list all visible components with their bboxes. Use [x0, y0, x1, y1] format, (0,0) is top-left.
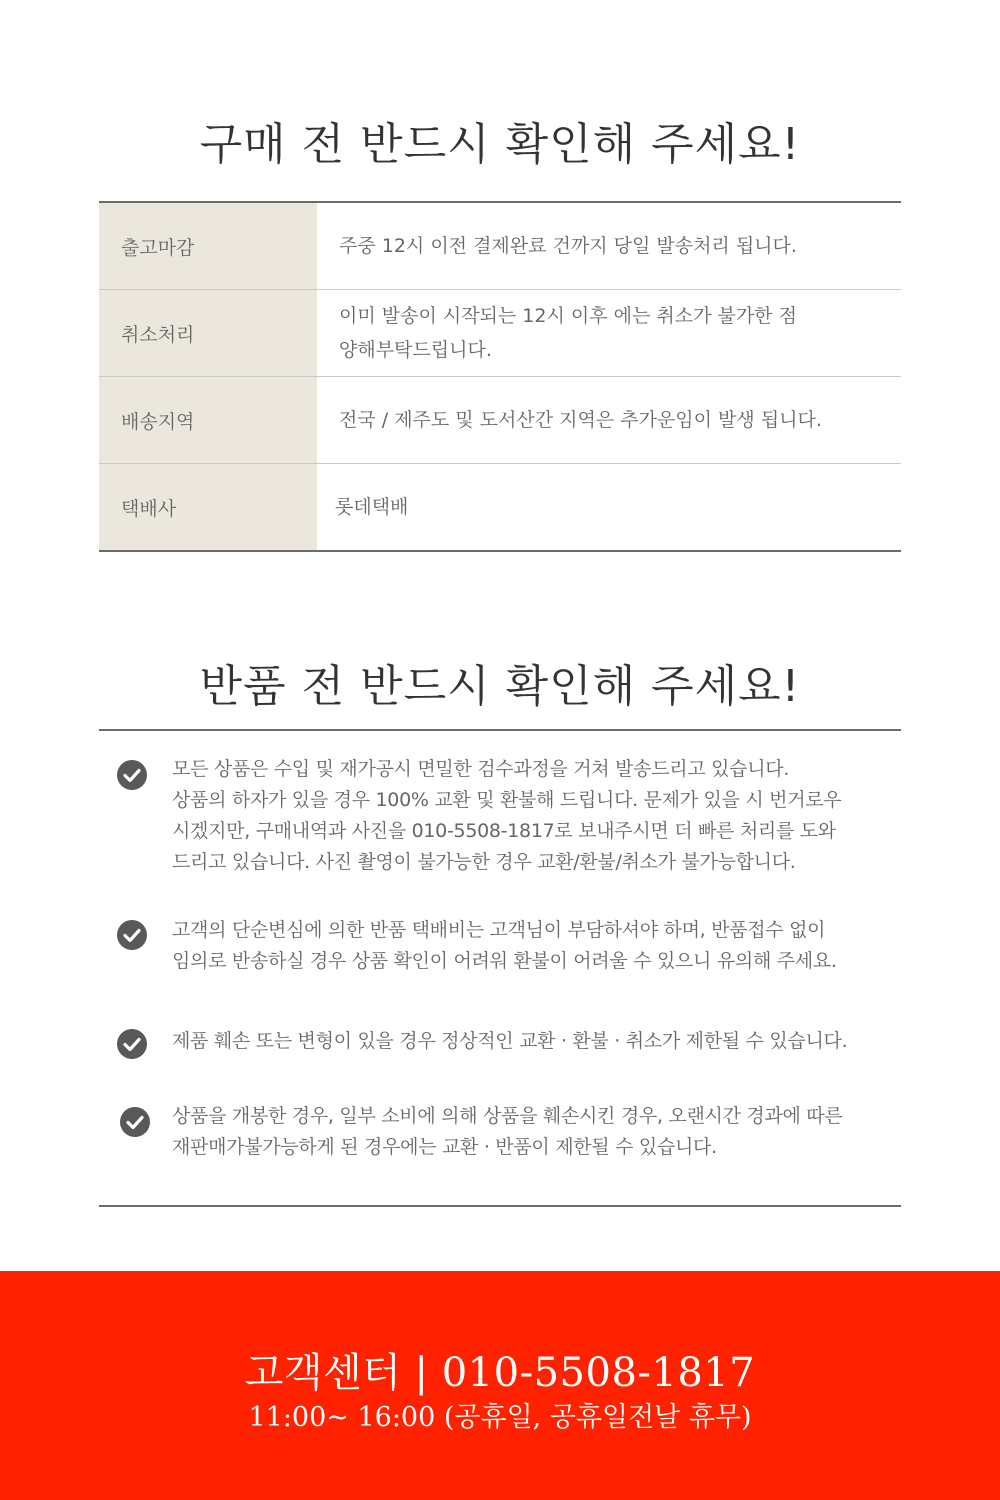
check-circle-icon [117, 1029, 147, 1059]
check-circle-icon [117, 760, 147, 790]
table-row [99, 464, 901, 550]
table-row [99, 203, 901, 290]
row-value-cancel: 이미 발송이 시작되는 12시 이후 에는 취소가 불가한 점 양해부탁드립니다. [339, 305, 797, 361]
notice-text: 모든 상품은 수입 및 재가공시 면밀한 검수과정을 거쳐 발송드리고 있습니다. 상품의 하자가 있을 경우 100% 교환 및 환불해 드립니다. 문제가 있을 시 번거로우 시겠지만, 구매내역과 사진을 010-5508-1817로 보내주시면 더 빠른 처리를 도와 드리고 있습니다. 사진 촬영이 불가능한 경우 교환/환불/취소가 불가능합니다. [172, 758, 842, 873]
check-circle-icon [117, 920, 147, 950]
shipping-info-table [99, 201, 901, 552]
row-label-cancel: 취소처리 [99, 290, 317, 376]
row-value-cutoff: 주중 12시 이전 결제완료 건까지 당일 발송처리 됩니다. [339, 235, 797, 257]
check-circle-icon [120, 1107, 150, 1137]
table-row [99, 377, 901, 464]
row-value-courier: 롯데택배 [335, 496, 409, 518]
row-label-cutoff: 출고마감 [99, 203, 317, 289]
notice-text: 제품 훼손 또는 변형이 있을 경우 정상적인 교환 · 환불 · 취소가 제한될 수 있습니다. [172, 1030, 848, 1052]
customer-center-phone: 고객센터 | 010-5508-1817 [244, 1350, 756, 1396]
row-label-courier: 택배사 [99, 464, 317, 550]
customer-center-banner [0, 1271, 1000, 1500]
notice-text: 상품을 개봉한 경우, 일부 소비에 의해 상품을 훼손시킨 경우, 오랜시간 경과에 따른 재판매가불가능하게 된 경우에는 교환 · 반품이 제한될 수 있습니다. [172, 1105, 843, 1158]
customer-center-hours: 11:00~ 16:00 (공휴일, 공휴일전날 휴무) [248, 1402, 752, 1433]
table-row [99, 290, 901, 377]
row-value-region: 전국 / 제주도 및 도서산간 지역은 추가운임이 발생 됩니다. [339, 409, 822, 431]
purchase-notice-title: 구매 전 반드시 확인해 주세요! [199, 119, 801, 170]
row-label-region: 배송지역 [99, 377, 317, 463]
return-notice-title: 반품 전 반드시 확인해 주세요! [199, 661, 801, 712]
return-notice-list [99, 729, 901, 1207]
notice-text: 고객의 단순변심에 의한 반품 택배비는 고객님이 부담하셔야 하며, 반품접수 없이 임의로 반송하실 경우 상품 확인이 어려워 환불이 어려울 수 있으니 유의해 주세요. [172, 919, 837, 972]
